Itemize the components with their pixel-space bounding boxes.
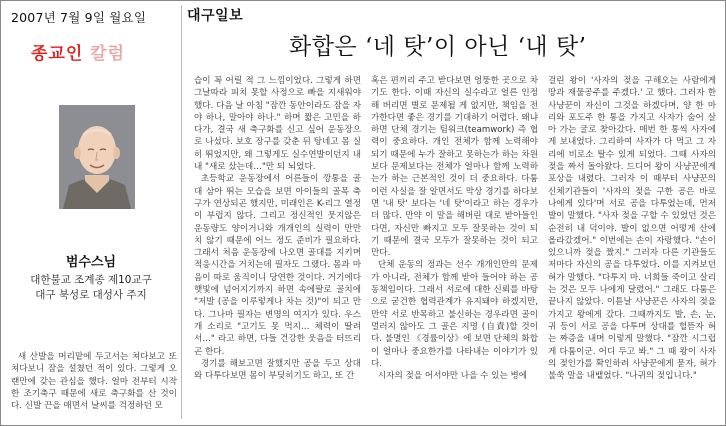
article-column-3 <box>371 75 538 423</box>
newspaper-name: 대구일보 <box>187 8 244 24</box>
author-title: 대한불교 조계종 제10교구 <box>30 274 152 286</box>
article-column-2 <box>194 75 361 423</box>
author-affiliation: 대구 북성로 대성사 주지 <box>35 289 147 301</box>
headline: 화합은 ‘네 탓’이 아닌 ‘내 탓’ <box>289 34 587 60</box>
column-label <box>31 39 125 64</box>
author-name: 범수스님 <box>65 255 117 270</box>
article-paragraph: 초등학교 운동장에서 어른들이 깡통을 골대 삼아 뛰는 모습을 보면 아이들의 골목 축구가 연상되곤 했지만, 미래인은 K-리그 열정이 부럽지 않다. 그리고 정신적인 뭇지않은 운동량도 양이거니와 개개인의 실력이 만만치 않기 때문에 어느 정도 준비가 필요하다. 그래서 처음 운동장에 나오면 골대를 지키며 적응시간을 거치는데 필자도 그랬다. 몸과 마음이 따로 움직이니 당연한 것이다. 거기에다 햇빛에 넘어지기까지 하면 속에팔로 골치에 "저발 (공을 이루렇게나 차는 것)"이 되고 만다. 그나마 필자는 변명의 여지가 있다. 우스개 소리로 "고기도 못 먹지… 체력이 딸려서…" 라고 하면, 다들 건강한 웃음을 터뜨리곤 한다. <box>194 174 361 357</box>
article-paragraph: 새 산발을 머리맡에 두고서는 쳐다보고 또 쳐다보니 잠을 설쳤던 적이 있다. 그렇게 오랜만에 갖는 관심을 했다. 얼마 전부터 시작한 조기축구 때문에 새로 축구화를 산 것이다. 신발 끈을 매면서 날씨를 걱정하던 모 <box>11 352 177 412</box>
article-paragraph: 단체 운동의 정과는 선수 개개인만의 문제가 아니라, 전체가 함께 받아 들어야 하는 공동책임이다. 그래서 서로에 대한 신뢰를 바탕으로 굳건한 협력관계가 유지돼야 하겠지만, 만약 서로 반목하고 불신하는 경우라면 골이 멀러지 않아도 그 골은 지명 (自責)할 것이다. 불멸인 《경률이상》에 보면 단체의 화합이 얼마나 중요한가를 나타내는 이야기가 있다. <box>371 260 538 369</box>
author-photo <box>59 105 135 209</box>
header-divider <box>181 5 182 419</box>
article-column-1 <box>11 351 177 423</box>
article-paragraph: 혹은 편끼리 주고 받다보면 엉뚱한 곳으로 차기도 한다. 이때 자신의 실수라고 얼른 인정해 버리면 별로 문제될 게 없지만, 책임을 전가한다면 좋은 경기를 기대하기 어렵다. 왜냐하면 단체 경기는 팀워크(teamwork) 즉 협력이 중요하다. 개인 전체가 함께 노력해야 되기 때문에 누가 잘하고 못하는가 하는 차원보다 문제보다는 전체가 얼마나 함께 노력하는가 하는 근본적인 것이 더 중요하다. 다툼 이런 사실을 잘 알면서도 막상 경기를 하다보면 '내 탓' 보다는 '네 탓'이라고 하는 경우가 더 많다. 만약 이 말을 해버린 대로 받아들인다면, 자신만 빠지고 모두 잘못하는 것이 되기 때문에 결국 모두가 잘못하는 것이 되고 만다. <box>371 76 538 259</box>
article-paragraph: 경기를 해보고면 잘했지만 공을 두고 상대와 다투다보면 몸이 부딪히기도 하고, 또 간 <box>194 358 361 382</box>
column-label-religion: 종교인 <box>31 44 84 64</box>
article-column-4 <box>548 75 716 423</box>
monk-portrait-icon <box>59 105 135 209</box>
article-paragraph: 습이 꼭 어릴 적 그 느낌이었다. 그렇게 하면 그날따라 피치 못할 사정으로 빠을 지새워야 했다. 다음 날 아침 "잠깐 동안이라도 잠을 자야 하나, 말아야 하나." 하며 짧은 고민을 하다가, 결국 새 축구화를 신고 싶어 운동장으로 나섰다. 보호 장구를 갖춘 뒤 탕네고 몸 실히 뛰었지만, 왜 그렇게도 실수연발이던지 내내 "새로 샀는데…"만 되 뇌었다. <box>194 76 361 173</box>
column-label-column: 칼럼 <box>90 44 126 64</box>
publication-date: 2007년 7월 9일 월요일 <box>11 10 147 25</box>
article-paragraph: 시자의 젖을 어서야만 나을 수 있는 병에 <box>377 371 528 382</box>
article-paragraph: 걸린 왕이 '사자의 젖을 구해오는 사람에게 땅과 재물공주를 주겠다.' 고 했다. 그러자 한 사냥꾼이 자신이 그것을 하겠다며, 양 한 마리와 포도주 한 통을 가지고 사자가 숨어 살아 가는 굴로 찾아갔다. 매번 한 통씩 사자에게 보내었다. 그리하여 사자가 다 먹고 그 자리에 비로소 탈수 있게 되었다. 그때 사자의 젖을 짜서 돌아왔다. 드디어 왕이 사냥꾼에게 포상을 내렸다. 그러자 이 때부터 사냥꾼의 신체기관들이 '사자의 젖을 구한 공은 바로 나에게 있다'며 서로 공을 다투었는데, 먼저 발이 말했다. "사자 젖을 구할 수 있었던 것은 순전히 내 덕이야. 발이 없으면 어떻게 산에 올라갔겠어." 이번에는 손이 자랑했다. "손이 있으니까 젖을 짰지." 그러자 다른 기관들도 저마다 자신의 공을 다투었다. 이를 지켜보던 혀가 말했다. "다투지 마. 너희들 죽이고 살리는 것은 모두 나에게 달렸어." 그래도 다툼은 끝나지 않았다. 이튿날 사냥꾼은 사자의 젖을 가지고 왕에게 갔다. 그때까지도 발, 손, 눈, 귀 등이 서로 공을 다투며 상대를 헐뜯자 혀는 짜증을 내며 이렇게 말했다. "잠깐 시그럽게 다툼이군. 어디 두고 봐." 그 때 왕이 사자의 젖인가를 확인하려 사냥꾼에게 묻자, 혀가 불쑥 말을 내뱉었다. "나귀의 젖입니다." <box>548 76 716 382</box>
